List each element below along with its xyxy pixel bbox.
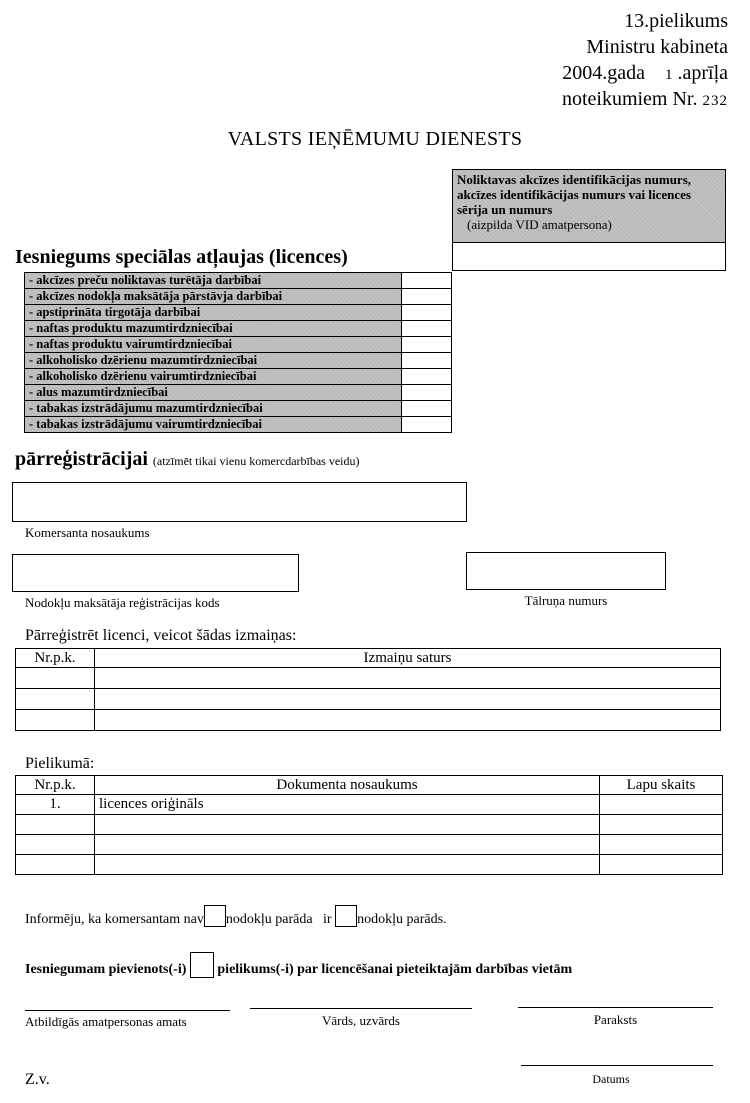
attachment-pages[interactable]	[600, 835, 723, 855]
activity-checkbox[interactable]	[402, 401, 452, 417]
name-label: Vārds, uzvārds	[322, 1013, 400, 1028]
attachments-table	[15, 775, 723, 875]
phone-input[interactable]	[466, 552, 666, 590]
activity-row	[25, 337, 452, 353]
company-name-input[interactable]	[12, 482, 467, 522]
activity-label: - akcīzes nodokļa maksātāja pārstāvja darbībai	[25, 289, 402, 305]
activity-checkbox[interactable]	[402, 289, 452, 305]
agency-title: VALSTS IEŅĒMUMU DIENESTS	[227, 128, 523, 150]
activity-checkbox[interactable]	[402, 385, 452, 401]
date-prefix: 2004.gada	[562, 62, 645, 84]
activity-checklist	[24, 272, 452, 433]
regulation-date	[562, 60, 728, 88]
activity-row	[25, 321, 452, 337]
regulation-number	[562, 86, 728, 114]
activity-row	[25, 305, 452, 321]
debt-no-debt: nodokļu parāda	[225, 912, 313, 927]
reregistration-note: (atzīmēt tikai vienu komercdarbības veidu)	[152, 454, 360, 468]
activity-row	[25, 401, 452, 417]
attachments-col-no: Nr.p.k.	[16, 776, 95, 795]
activity-label: - tabakas izstrādājumu mazumtirdzniecībai	[25, 401, 402, 417]
attachments-title: Pielikumā:	[25, 755, 95, 772]
attachment-no[interactable]: 1.	[16, 795, 95, 815]
debt-statement	[25, 905, 447, 928]
activity-checkbox[interactable]	[402, 417, 452, 433]
activity-row	[25, 289, 452, 305]
debt-nav: nav	[183, 912, 204, 927]
activity-row	[25, 273, 452, 289]
cabinet-label: Ministru kabineta	[586, 36, 728, 58]
activity-label: - apstiprināta tirgotāja darbībai	[25, 305, 402, 321]
attachment-doc[interactable]	[95, 835, 600, 855]
changes-header-row	[16, 649, 721, 668]
table-row	[16, 668, 721, 689]
position-label: Atbildīgās amatpersonas amats	[25, 1014, 187, 1029]
annex-prefix: Iesniegumam pievienots(-i)	[25, 962, 187, 977]
application-title: Iesniegums speciālas atļaujas (licences)	[15, 246, 348, 268]
changes-table	[15, 648, 721, 731]
table-row	[16, 795, 723, 815]
table-row	[16, 855, 723, 875]
table-row	[16, 835, 723, 855]
attachment-pages[interactable]	[600, 855, 723, 875]
activity-checkbox[interactable]	[402, 305, 452, 321]
debt-ir: ir	[323, 912, 332, 927]
activity-checkbox[interactable]	[402, 321, 452, 337]
activity-checkbox[interactable]	[402, 369, 452, 385]
vid-id-input[interactable]	[453, 243, 725, 270]
debt-has-debt: nodokļu parāds.	[357, 912, 447, 927]
changes-cell-no[interactable]	[16, 710, 95, 731]
vid-id-note: (aizpilda VID amatpersona)	[467, 217, 612, 232]
vid-id-label: Noliktavas akcīzes identifikācijas numurs, akcīzes identifikācijas numurs vai licences sērija un numurs	[457, 172, 692, 217]
activity-label: - alkoholisko dzērienu mazumtirdzniecībai	[25, 353, 402, 369]
vid-id-box	[452, 169, 726, 271]
attachment-no[interactable]	[16, 855, 95, 875]
activity-checkbox[interactable]	[402, 353, 452, 369]
attachment-doc[interactable]	[95, 855, 600, 875]
activity-label: - naftas produktu mazumtirdzniecībai	[25, 321, 402, 337]
date-label: Datums	[592, 1072, 630, 1086]
date-line[interactable]	[521, 1065, 713, 1066]
activity-checkbox[interactable]	[402, 337, 452, 353]
company-name-label: Komersanta nosaukums	[25, 525, 150, 540]
reregistration-title: pārreģistrācijai	[15, 448, 148, 470]
reregistration-heading	[15, 448, 360, 471]
date-day: 1	[664, 67, 673, 83]
has-debt-checkbox[interactable]	[335, 905, 357, 927]
activity-row	[25, 369, 452, 385]
changes-cell-content[interactable]	[95, 689, 721, 710]
debt-prefix: Informēju, ka komersantam	[25, 912, 181, 927]
annex-statement	[25, 952, 572, 978]
position-line[interactable]	[25, 1010, 230, 1011]
signature-label: Paraksts	[593, 1012, 638, 1027]
vid-id-label-cell	[453, 170, 725, 243]
attachments-header-row	[16, 776, 723, 795]
activity-label: - alkoholisko dzērienu vairumtirdzniecībai	[25, 369, 402, 385]
table-row	[16, 710, 721, 731]
activity-label: - alus mazumtirdzniecībai	[25, 385, 402, 401]
attachment-no[interactable]	[16, 835, 95, 855]
attachments-col-pages: Lapu skaits	[600, 776, 723, 795]
seal-label: Z.v.	[25, 1071, 50, 1088]
activity-row	[25, 417, 452, 433]
date-month: .aprīļa	[677, 62, 728, 84]
annex-number: 13.pielikums	[624, 10, 728, 32]
attachment-pages[interactable]	[600, 795, 723, 815]
name-line[interactable]	[250, 1008, 472, 1009]
activity-label: - tabakas izstrādājumu vairumtirdzniecībai	[25, 417, 402, 433]
changes-title: Pārreģistrēt licenci, veicot šādas izmaiņas:	[25, 627, 297, 644]
regulation-prefix: noteikumiem Nr.	[561, 88, 698, 110]
attachment-pages[interactable]	[600, 815, 723, 835]
changes-cell-no[interactable]	[16, 668, 95, 689]
activity-checkbox[interactable]	[402, 273, 452, 289]
table-row	[16, 689, 721, 710]
tax-code-input[interactable]	[12, 554, 299, 592]
attachments-col-doc: Dokumenta nosaukums	[95, 776, 600, 795]
tax-code-label: Nodokļu maksātāja reģistrācijas kods	[25, 595, 220, 610]
attachment-doc[interactable]: licences oriģināls	[95, 795, 600, 815]
no-debt-checkbox[interactable]	[204, 905, 226, 927]
changes-cell-content[interactable]	[95, 668, 721, 689]
attachment-no[interactable]	[16, 815, 95, 835]
signature-line[interactable]	[518, 1007, 713, 1008]
annex-suffix: pielikums(-i) par licencēšanai pieteiktajām darbības vietām	[217, 962, 573, 977]
activity-label: - naftas produktu vairumtirdzniecībai	[25, 337, 402, 353]
annex-count-box[interactable]	[190, 952, 214, 978]
changes-col-content: Izmaiņu saturs	[95, 649, 721, 668]
activity-row	[25, 385, 452, 401]
activity-row	[25, 353, 452, 369]
changes-col-no: Nr.p.k.	[16, 649, 95, 668]
phone-label: Tālruņa numurs	[524, 593, 608, 608]
table-row	[16, 815, 723, 835]
attachment-doc[interactable]	[95, 815, 600, 835]
activity-label: - akcīzes preču noliktavas turētāja darbībai	[25, 273, 402, 289]
regulation-number-value: 232	[702, 93, 728, 109]
changes-cell-content[interactable]	[95, 710, 721, 731]
changes-cell-no[interactable]	[16, 689, 95, 710]
